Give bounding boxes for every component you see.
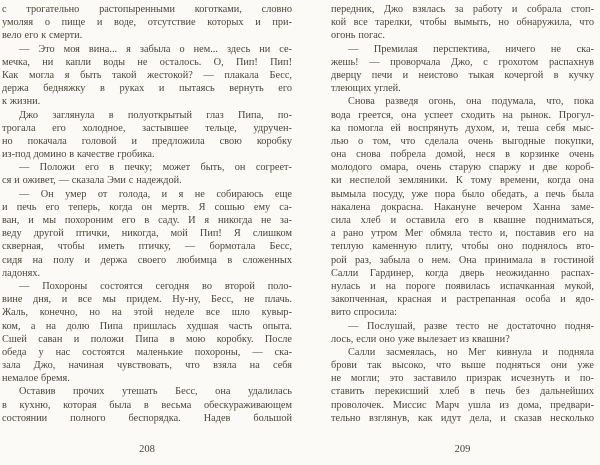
text-line: — Премилая перспектива, ничего не ска- xyxy=(348,43,594,55)
text-line: сидя на полу и держа своего любимца в сложенных xyxy=(2,254,292,266)
text-line: ком, а на долю Пипа пришлась худшая часть опыта. xyxy=(2,320,292,332)
text-line: — Это моя вина... я забыла о нем... здесь ни се- xyxy=(19,43,292,55)
text-line: — Он умер от голода, и я не собираюсь еще xyxy=(19,188,292,200)
text-line: не могли; это заставило призрак исчезнуть и по- xyxy=(331,373,594,385)
text-line: лью о том, что сделала очень выгодные покупки, xyxy=(331,135,594,147)
text-line: она снова побрела домой, неся в корзинке очень xyxy=(331,149,594,161)
text-line: состоянии полного беспорядка. Надев большой xyxy=(2,412,292,424)
text-line: вито спросила: xyxy=(331,307,398,319)
text-line: тельно взглянув, как идут дела, и сказав несколько xyxy=(331,412,594,424)
text-line: ки неспелой земляники. К тому времени, когда она xyxy=(331,175,594,187)
text-line: ка помогла ей воспрянуть духом, и, теша себя мыс- xyxy=(331,122,594,134)
text-line: обеда у нас состоятся маленькие похороны, — ска- xyxy=(2,346,292,358)
text-line: Как могла я быть такой жестокой? — плакала Бесс, xyxy=(2,69,292,81)
text-line: вода греется, она успеет сходить на рынок. Прогул- xyxy=(331,109,594,121)
text-line: ся и оживет, — сказала Эми с надеждой. xyxy=(2,175,182,187)
text-line: закопченная, красная и растрепанная особа и ядо- xyxy=(331,294,594,306)
text-line: вымыла посуду, уже пора было обедать, а печь была xyxy=(331,188,594,200)
text-line: Салли Гардинер, когда дверь неожиданно распах- xyxy=(331,267,594,279)
text-line: трогала его холодное, застывшее тельце, удручен- xyxy=(2,122,292,134)
text-line: веду другой птички, никогда, мой Пип! Я слишком xyxy=(2,228,292,240)
text-line: — Положи его в печку; может быть, он согреет- xyxy=(19,162,292,174)
text-line: кой все тарелки, чтобы вымыть, но обнаружила, что xyxy=(331,17,594,29)
page-right xyxy=(331,0,594,465)
text-line: вело его к смерти. xyxy=(2,30,83,42)
text-line: Оставив прочих утешать Бесс, она удалилась xyxy=(19,386,292,398)
page-number-right: 209 xyxy=(454,444,471,455)
text-line: тлеющих углей. xyxy=(331,83,401,95)
text-line: ладонях. xyxy=(2,267,41,279)
text-line: мечка, ни капли воды не осталось. О, Пип! Пип! xyxy=(2,56,292,68)
page-number-left: 208 xyxy=(139,444,155,455)
text-line: а рано утром Мег обмяла тесто и, поставив его на xyxy=(331,228,594,240)
text-line: ван, и мы похороним его в саду. И я никогда не за- xyxy=(2,215,292,226)
text-line: Салли засмеялась, но Мег кивнула и подняла xyxy=(348,346,594,358)
text-line: Жаль, конечно, но на этой неделе все шло кувыр- xyxy=(2,307,292,319)
text-line: в кухню, которая была в весьма обескураживающем xyxy=(2,399,292,411)
page-left-text-block xyxy=(2,3,292,425)
text-line: умоляя о пище и воде, отсутствие которых и при- xyxy=(2,17,292,29)
text-line: но покачала головой и предложила свою коробку xyxy=(2,135,292,147)
text-line: из-под домино в качестве гробика. xyxy=(2,149,155,161)
text-line: вине дня, и все мы придем. Ну-ну, Бесс, не плачь. xyxy=(2,294,292,306)
text-line: огонь погас. xyxy=(331,30,385,42)
text-line: рой раз, забыла о нем. Она принимала в гостиной xyxy=(331,254,594,266)
text-line: Джо заглянула в полуоткрытый глаз Пипа, по- xyxy=(19,109,292,121)
text-line: передник, Джо взялась за работу и собрала стоп- xyxy=(331,4,594,15)
text-line: накалена докрасна. Накануне вечером Ханна заме- xyxy=(331,201,594,213)
page-right-text-block xyxy=(331,3,594,425)
text-line: и печь его теперь, когда он мертв. Я сошью ему са- xyxy=(2,201,292,213)
text-line: брови так высоко, что выше подняться они уже xyxy=(331,360,594,372)
text-line: немалое бремя. xyxy=(2,373,70,385)
text-line: с трогательно растопыренными коготками, словно xyxy=(2,4,292,15)
text-line: Снова разведя огонь, она подумала, что, пока xyxy=(348,96,594,108)
text-line: жешь! — проворчала Джо, с грохотом распахнув xyxy=(331,56,594,68)
text-line: Сшей саван и положи Пипа в мою коробку. После xyxy=(2,333,292,345)
text-line: скверная, чтобы иметь птичку, — бормотала Бесс, xyxy=(2,241,292,253)
text-line: теплую каменную плиту, чтобы оно поднялось вто- xyxy=(331,241,594,253)
text-line: держа бедняжку в руках и пытаясь вернуть его xyxy=(2,83,292,95)
text-line: сила хлеб и оставила его в квашне подниматься, xyxy=(331,215,594,226)
text-line: — Послушай, разве тесто не достаточно подня- xyxy=(348,320,594,332)
text-line: лось, если оно уже вылезает из квашни? xyxy=(331,333,510,345)
text-line: — Похороны состоятся сегодня во второй поло- xyxy=(19,280,292,292)
text-line: зала Джо, начиная чувствовать, что взяла на себя xyxy=(2,360,292,372)
text-line: молодого омара, очень старую спаржу и две короб- xyxy=(331,162,594,174)
text-line: к жизни. xyxy=(2,96,41,108)
text-line: нулась и на пороге появилась испачканная мукой, xyxy=(331,280,594,292)
text-line: ставить перекисший хлеб в печь без дальнейших xyxy=(331,386,594,398)
text-line: проволочек. Миссис Марч ушла из дома, предвари- xyxy=(331,399,594,411)
text-line: дверцу печи и неистово тыкая кочергой в кучку xyxy=(331,69,594,81)
page-left xyxy=(2,0,292,465)
